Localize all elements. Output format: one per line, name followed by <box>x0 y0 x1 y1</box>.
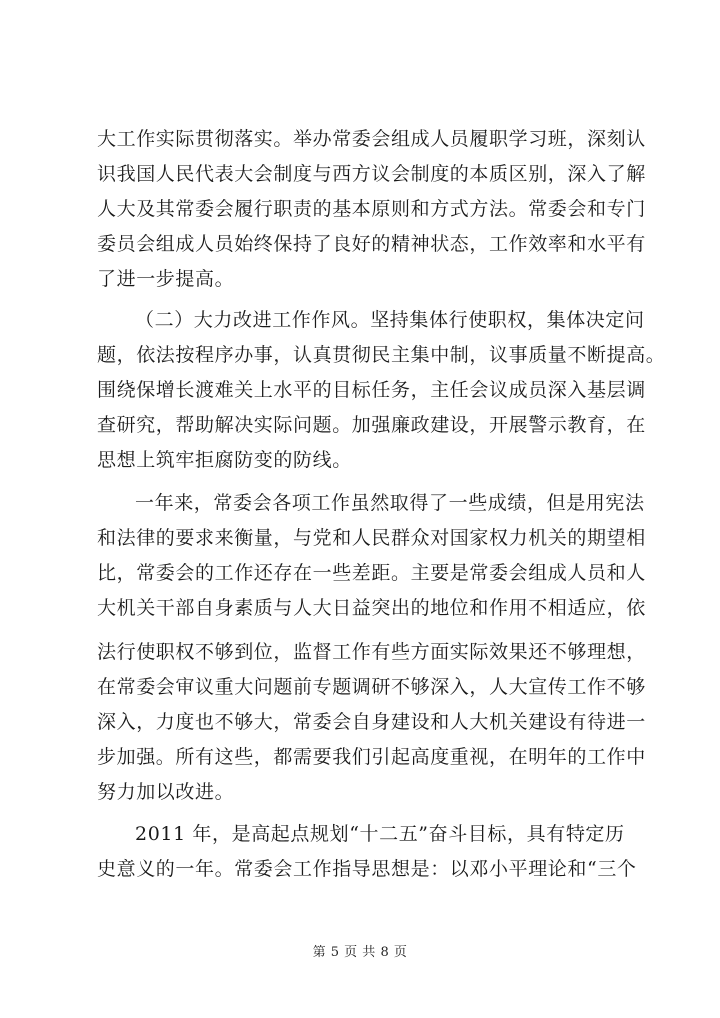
text-line: 比，常委会的工作还存在一些差距。主要是常委会组成人员和人 <box>97 562 646 584</box>
text-line: 查研究，帮助解决实际问题。加强廉政建设，开展警示教育，在 <box>97 414 646 436</box>
text-line: 一年来，常委会各项工作虽然取得了一些成绩，但是用宪法 <box>135 492 645 514</box>
text-line: 了进一步提高。 <box>97 268 235 290</box>
text-line: 步加强。所有这些，都需要我们引起高度重视，在明年的工作中 <box>97 746 646 768</box>
text-line: 史意义的一年。常委会工作指导思想是：以邓小平理论和“三个 <box>97 858 637 880</box>
text-line: 法行使职权不够到位，监督工作有些方面实际效果还不够理想， <box>97 641 646 663</box>
text-line: 2011 年，是高起点规划“十二五”奋斗目标，具有特定历 <box>135 823 625 845</box>
text-line: 在常委会审议重大问题前专题调研不够深入，人大宣传工作不够 <box>97 676 646 698</box>
text-line: 大工作实际贯彻落实。举办常委会组成人员履职学习班，深刻认 <box>97 128 646 150</box>
text-line: 大机关干部自身素质与人大日益突出的地位和作用不相适应，依 <box>97 597 646 619</box>
text-line: 深入，力度也不够大，常委会自身建设和人大机关建设有待进一 <box>97 711 646 733</box>
paragraph-heading: （二）大力改进工作作风。坚持集体行使职权，集体决定问 <box>135 309 645 331</box>
text-line: 围绕保增长渡难关上水平的目标任务，主任会议成员深入基层调 <box>97 379 646 401</box>
text-line: 人大及其常委会履行职责的基本原则和方式方法。常委会和专门 <box>97 198 646 220</box>
text-line: 和法律的要求来衡量，与党和人民群众对国家权力机关的期望相 <box>97 527 646 549</box>
text-line: 识我国人民代表大会制度与西方议会制度的本质区别，深入了解 <box>97 163 646 185</box>
text-line: 题，依法按程序办事，认真贯彻民主集中制，议事质量不断提高。 <box>97 344 666 366</box>
text-line: 委员会组成人员始终保持了良好的精神状态，工作效率和水平有 <box>97 233 646 255</box>
text-line: 思想上筑牢拒腐防变的防线。 <box>97 449 352 471</box>
page-number-footer: 第 5 页 共 8 页 <box>312 945 408 960</box>
text-line: 努力加以改进。 <box>97 781 235 803</box>
